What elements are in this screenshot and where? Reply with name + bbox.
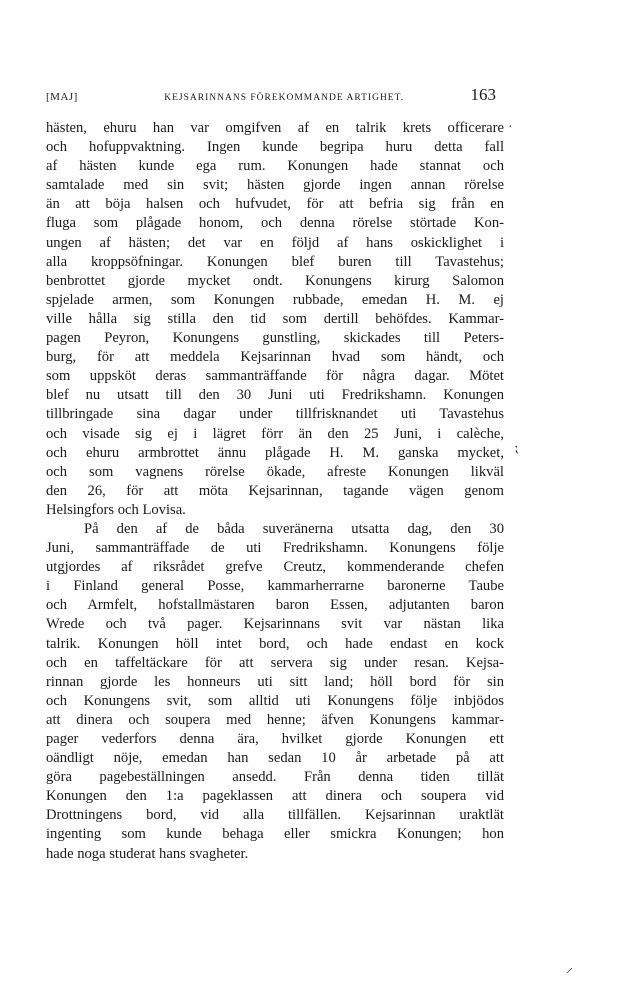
- text-line: Konungen den 1:a pageklassen att dinera och soupera vid: [46, 788, 504, 805]
- text-line: Helsingfors och Lovisa.: [46, 501, 186, 518]
- book-page: [46, 85, 504, 864]
- text-line: och hofuppvaktning. Ingen kunde begripa huru detta fall: [46, 139, 504, 156]
- margin-mark: ⁏: [514, 441, 519, 456]
- margin-mark: ·: [508, 120, 513, 135]
- text-line: pagen Peyron, Konungens gunstling, skickades till Peters-: [46, 330, 504, 347]
- text-line: hästen, ehuru han var omgifven af en talrik krets officerare: [46, 120, 504, 136]
- paragraph-2: [46, 520, 504, 864]
- text-line: i Finland general Posse, kammarherrarne baronerne Taube: [46, 578, 504, 595]
- text-line: af hästen kunde ega rum. Konungen hade stannat och: [46, 158, 504, 175]
- text-line: talrik. Konungen höll intet bord, och hade endast en kock: [46, 635, 504, 652]
- text-line: fluga som plågade honom, och denna rörelse störtade Kon-: [46, 215, 504, 232]
- text-line: och en taffeltäckare för att servera sig under resan. Kejsa-: [46, 654, 504, 671]
- text-line: burg, för att meddela Kejsarinnan hvad som händt, och: [46, 349, 504, 366]
- text-line: hade noga studerat hans svagheter.: [46, 845, 249, 862]
- text-line: alla kroppsöfningar. Konungen blef buren till Tavastehus;: [46, 253, 504, 270]
- text-line: Juni, sammanträffade de uti Fredrikshamn. Konungens följe: [46, 540, 504, 557]
- text-line: ingenting som kunde behaga eller smickra Konungen; hon: [46, 826, 504, 843]
- text-line: tillbringade sina dagar under tillfrisknandet uti Tavastehus: [46, 406, 504, 423]
- page-header: [46, 85, 504, 119]
- text-line: att dinera och soupera med henne; äfven Konungens kammar-: [46, 711, 504, 728]
- text-line: och visade sig ej i lägret förr än den 25 Juni, i calèche,: [46, 425, 504, 442]
- text-line: och Armfelt, hofstallmästaren baron Essen, adjutanten baron: [46, 597, 504, 614]
- running-title: KEJSARINNANS FÖREKOMMANDE ARTIGHET.: [164, 93, 405, 103]
- margin-mark: ⸝: [566, 961, 573, 976]
- text-line: den 26, för att möta Kejsarinnan, tagande vägen genom: [46, 482, 504, 499]
- page-number: 163: [470, 85, 496, 104]
- text-line: än att böja halsen och hufvudet, för att befria sig från en: [46, 196, 504, 213]
- text-line: På den af de båda suveränerna utsatta dag, den 30: [84, 520, 504, 537]
- text-line: utgjordes af riksrådet grefve Creutz, kommenderande chefen: [46, 559, 504, 576]
- text-line: och Konungens svit, som alltid uti Konungens följe inbjödos: [46, 692, 504, 709]
- text-line: spjelade armen, som Konungen rubbade, emedan H. M. ej: [46, 291, 504, 308]
- text-line: göra pagebeställningen ansedd. Från denna tiden tillät: [46, 769, 504, 786]
- text-line: ville hålla sig stilla den tid som dertill behöfdes. Kammar-: [46, 310, 504, 327]
- section-label: [MAJ]: [46, 91, 78, 103]
- text-line: som uppsköt deras sammanträffande för några dagar. Mötet: [46, 368, 504, 385]
- text-line: pager vederfors denna ära, hvilket gjorde Konungen ett: [46, 731, 504, 747]
- text-line: ungen af hästen; det var en följd af hans oskicklighet i: [46, 234, 504, 251]
- text-line: rinnan gjorde les honneurs uti sitt land; höll bord för sin: [46, 673, 504, 690]
- paragraph-1: [46, 119, 504, 520]
- text-line: och ehuru armbrottet ännu plågade H. M. ganska mycket,: [46, 444, 504, 461]
- page-body: [46, 119, 504, 864]
- text-line: och som vagnens rörelse ökade, afreste Konungen likväl: [46, 463, 504, 480]
- text-line: benbrottet gjorde mycket ondt. Konungens kirurg Salomon: [46, 272, 504, 289]
- text-line: blef nu utsatt till den 30 Juni uti Fredrikshamn. Konungen: [46, 387, 504, 404]
- text-line: oändligt nöje, emedan han sedan 10 år arbetade på att: [46, 750, 504, 767]
- text-line: samtalade med sin svit; hästen gjorde ingen annan rörelse: [46, 177, 504, 194]
- text-line: Wrede och två pager. Kejsarinnans svit var nästan lika: [46, 616, 504, 633]
- text-line: Drottningens bord, vid alla tillfällen. Kejsarinnan uraktlät: [46, 807, 504, 824]
